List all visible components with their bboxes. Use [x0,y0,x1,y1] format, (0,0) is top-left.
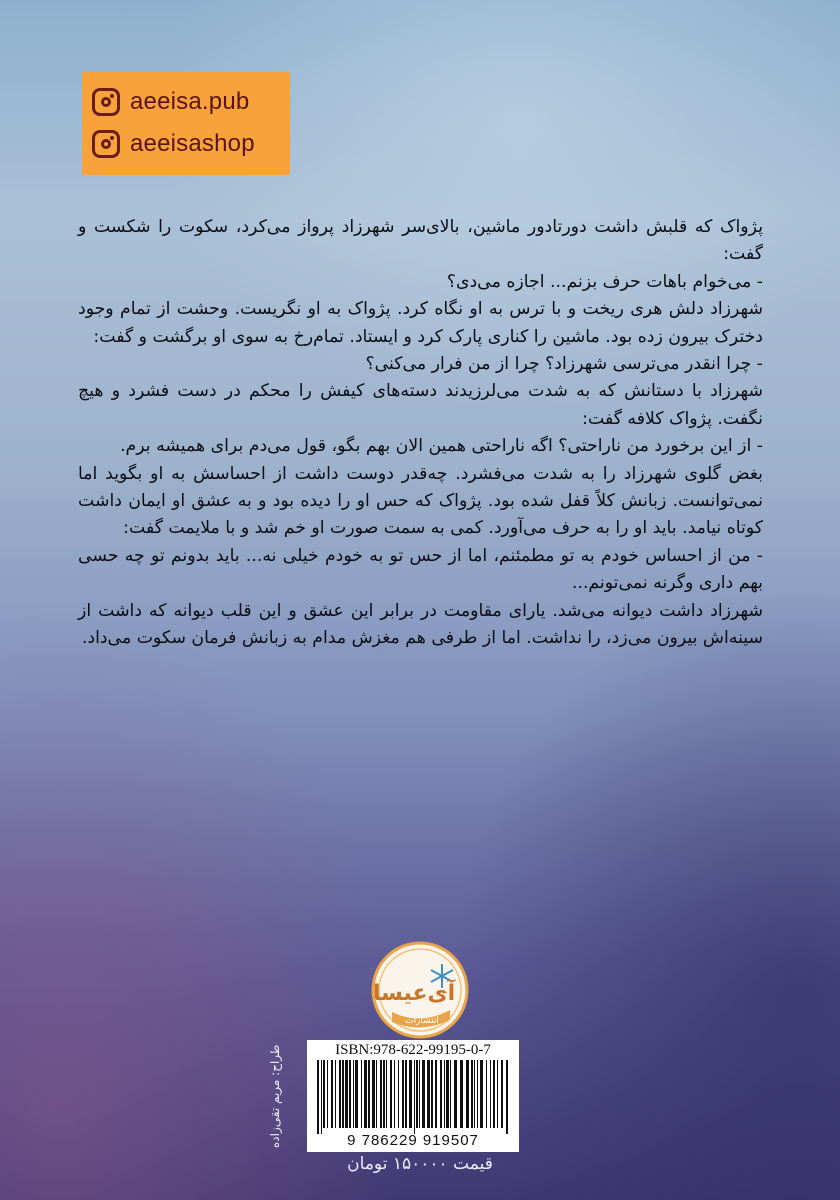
barcode-bar [364,1060,367,1128]
barcode-bar [323,1060,325,1128]
barcode-bar [345,1060,348,1128]
barcode-bar [446,1060,449,1128]
barcode-bar [372,1060,375,1128]
back-cover-text [78,214,763,653]
designer-credit: طراح: مریم تقی‌زاده [268,1044,282,1148]
barcode-bar [353,1060,354,1128]
social-row-shop[interactable] [92,124,255,164]
barcode-bar [460,1060,463,1128]
barcode-bar [474,1060,475,1128]
paragraph: بغض گلوی شهرزاد را به شدت می‌فشرد. چه‌قدر دوست داشت از احساسش به او بگوید اما نمی‌توانست. زبانش کلاً قفل شده بود. پژواک که حس او را دیده بود و به عشق او ایمان داشت کوتاه نیامد. باید او را به حرف می‌آورد. کمی به سمت صورت او خم شد و با ملایمت گفت: [78,463,763,539]
barcode-bar [427,1060,430,1128]
barcode-bar [480,1060,483,1128]
barcode-bar [349,1060,351,1128]
isbn-label: ISBN:978-622-99195-0-7 [335,1042,491,1058]
barcode-bar [501,1060,503,1128]
barcode-bars [315,1060,511,1134]
barcode-bar [355,1060,358,1128]
barcode-bar [342,1060,344,1128]
paragraph: شهرزاد داشت دیوانه می‌شد. یارای مقاومت در برابر این عشق و این قلب دیوانه که داشت از سینه‌اش بیرون می‌زد، را نداشت. اما از طرفی هم مغزش مدام به زبانش فرمان سکوت می‌داد. [78,600,763,649]
barcode-bar [419,1060,420,1128]
social-row-pub[interactable] [92,82,249,122]
social-accounts-box [82,72,290,175]
barcode-bar [435,1060,437,1128]
barcode-bar [398,1060,399,1128]
isbn-digits: 9 786229 919507 [347,1132,479,1149]
barcode-bar [450,1060,451,1128]
paragraph: پژواک که قلبش داشت دورتادور ماشین، بالای‌سر شهرزاد پرواز می‌کرد، سکوت را شکست و گفت: [78,217,763,265]
barcode-bar [317,1060,319,1134]
barcode-bar [422,1060,425,1128]
instagram-handle: aeeisashop [130,130,255,157]
paragraph: - می‌خوام باهات حرف بزنم... اجازه می‌دی؟ [446,271,763,292]
instagram-icon [92,130,120,158]
paragraph: شهرزاد دلش هری ریخت و با ترس به او نگاه کرد. پژواک به او نگریست. وحشت از تمام وجود دخترک بیرون زده بود. ماشین را کناری پارک کرد و ایستاد. تمام‌رخ به سوی او برگشت و گفت: [78,299,763,347]
barcode-bar [409,1060,412,1128]
barcode-bar [402,1060,404,1128]
barcode-bar [466,1060,469,1128]
publisher-logo-subtext: انتشارات [405,1016,439,1026]
barcode-bar [376,1060,377,1128]
barcode-bar [493,1060,495,1128]
barcode-bar [335,1060,336,1128]
barcode-bar [486,1060,487,1128]
isbn-barcode [307,1040,519,1152]
barcode-bar [444,1060,445,1128]
barcode-bar [477,1060,478,1128]
barcode-bar [454,1060,457,1128]
barcode-bar [339,1060,341,1128]
publisher-logo [370,940,470,1040]
price-label: قیمت ۱۵۰۰۰۰ تومان [347,1154,493,1174]
barcode-bar [331,1060,333,1128]
barcode-bar [414,1060,415,1134]
barcode-bar [361,1060,362,1128]
paragraph: - چرا انقدر می‌ترسی شهرزاد؟ چرا از من فرار می‌کنی؟ [365,354,763,375]
barcode-bar [497,1060,498,1128]
barcode-bar [394,1060,395,1128]
barcode-bar [431,1060,433,1128]
instagram-icon [92,88,120,116]
barcode-bar [368,1060,370,1128]
barcode-bar [390,1060,392,1128]
barcode-bar [405,1060,407,1128]
barcode-bar [383,1060,385,1128]
publisher-logo-name: آی‌عیسا [372,981,456,1006]
barcode-bar [416,1060,418,1128]
barcode-bar [440,1060,442,1128]
barcode-bar [386,1060,387,1128]
barcode-bar [471,1060,473,1128]
instagram-handle: aeeisa.pub [130,88,250,115]
barcode-bar [321,1060,322,1134]
paragraph: - من از احساس خودم به تو مطمئنم، اما از حس تو به خودم خیلی نه... باید بدونم تو چه حسی بهم داری وگرنه نمی‌تونم... [78,545,763,594]
barcode-bar [380,1060,382,1128]
paragraph: شهرزاد با دستانش که به شدت می‌لرزیدند دسته‌های کیفش را محکم در دست فشرد و هیچ نگفت. پژواک کلافه گفت: [78,381,763,429]
barcode-bar [327,1060,328,1128]
barcode-bar [490,1060,491,1128]
barcode-bar [506,1060,508,1134]
paragraph: - از این برخورد من ناراحتی؟ اگه ناراحتی همین الان بهم بگو، قول می‌دم برای همیشه برم. [120,436,763,457]
